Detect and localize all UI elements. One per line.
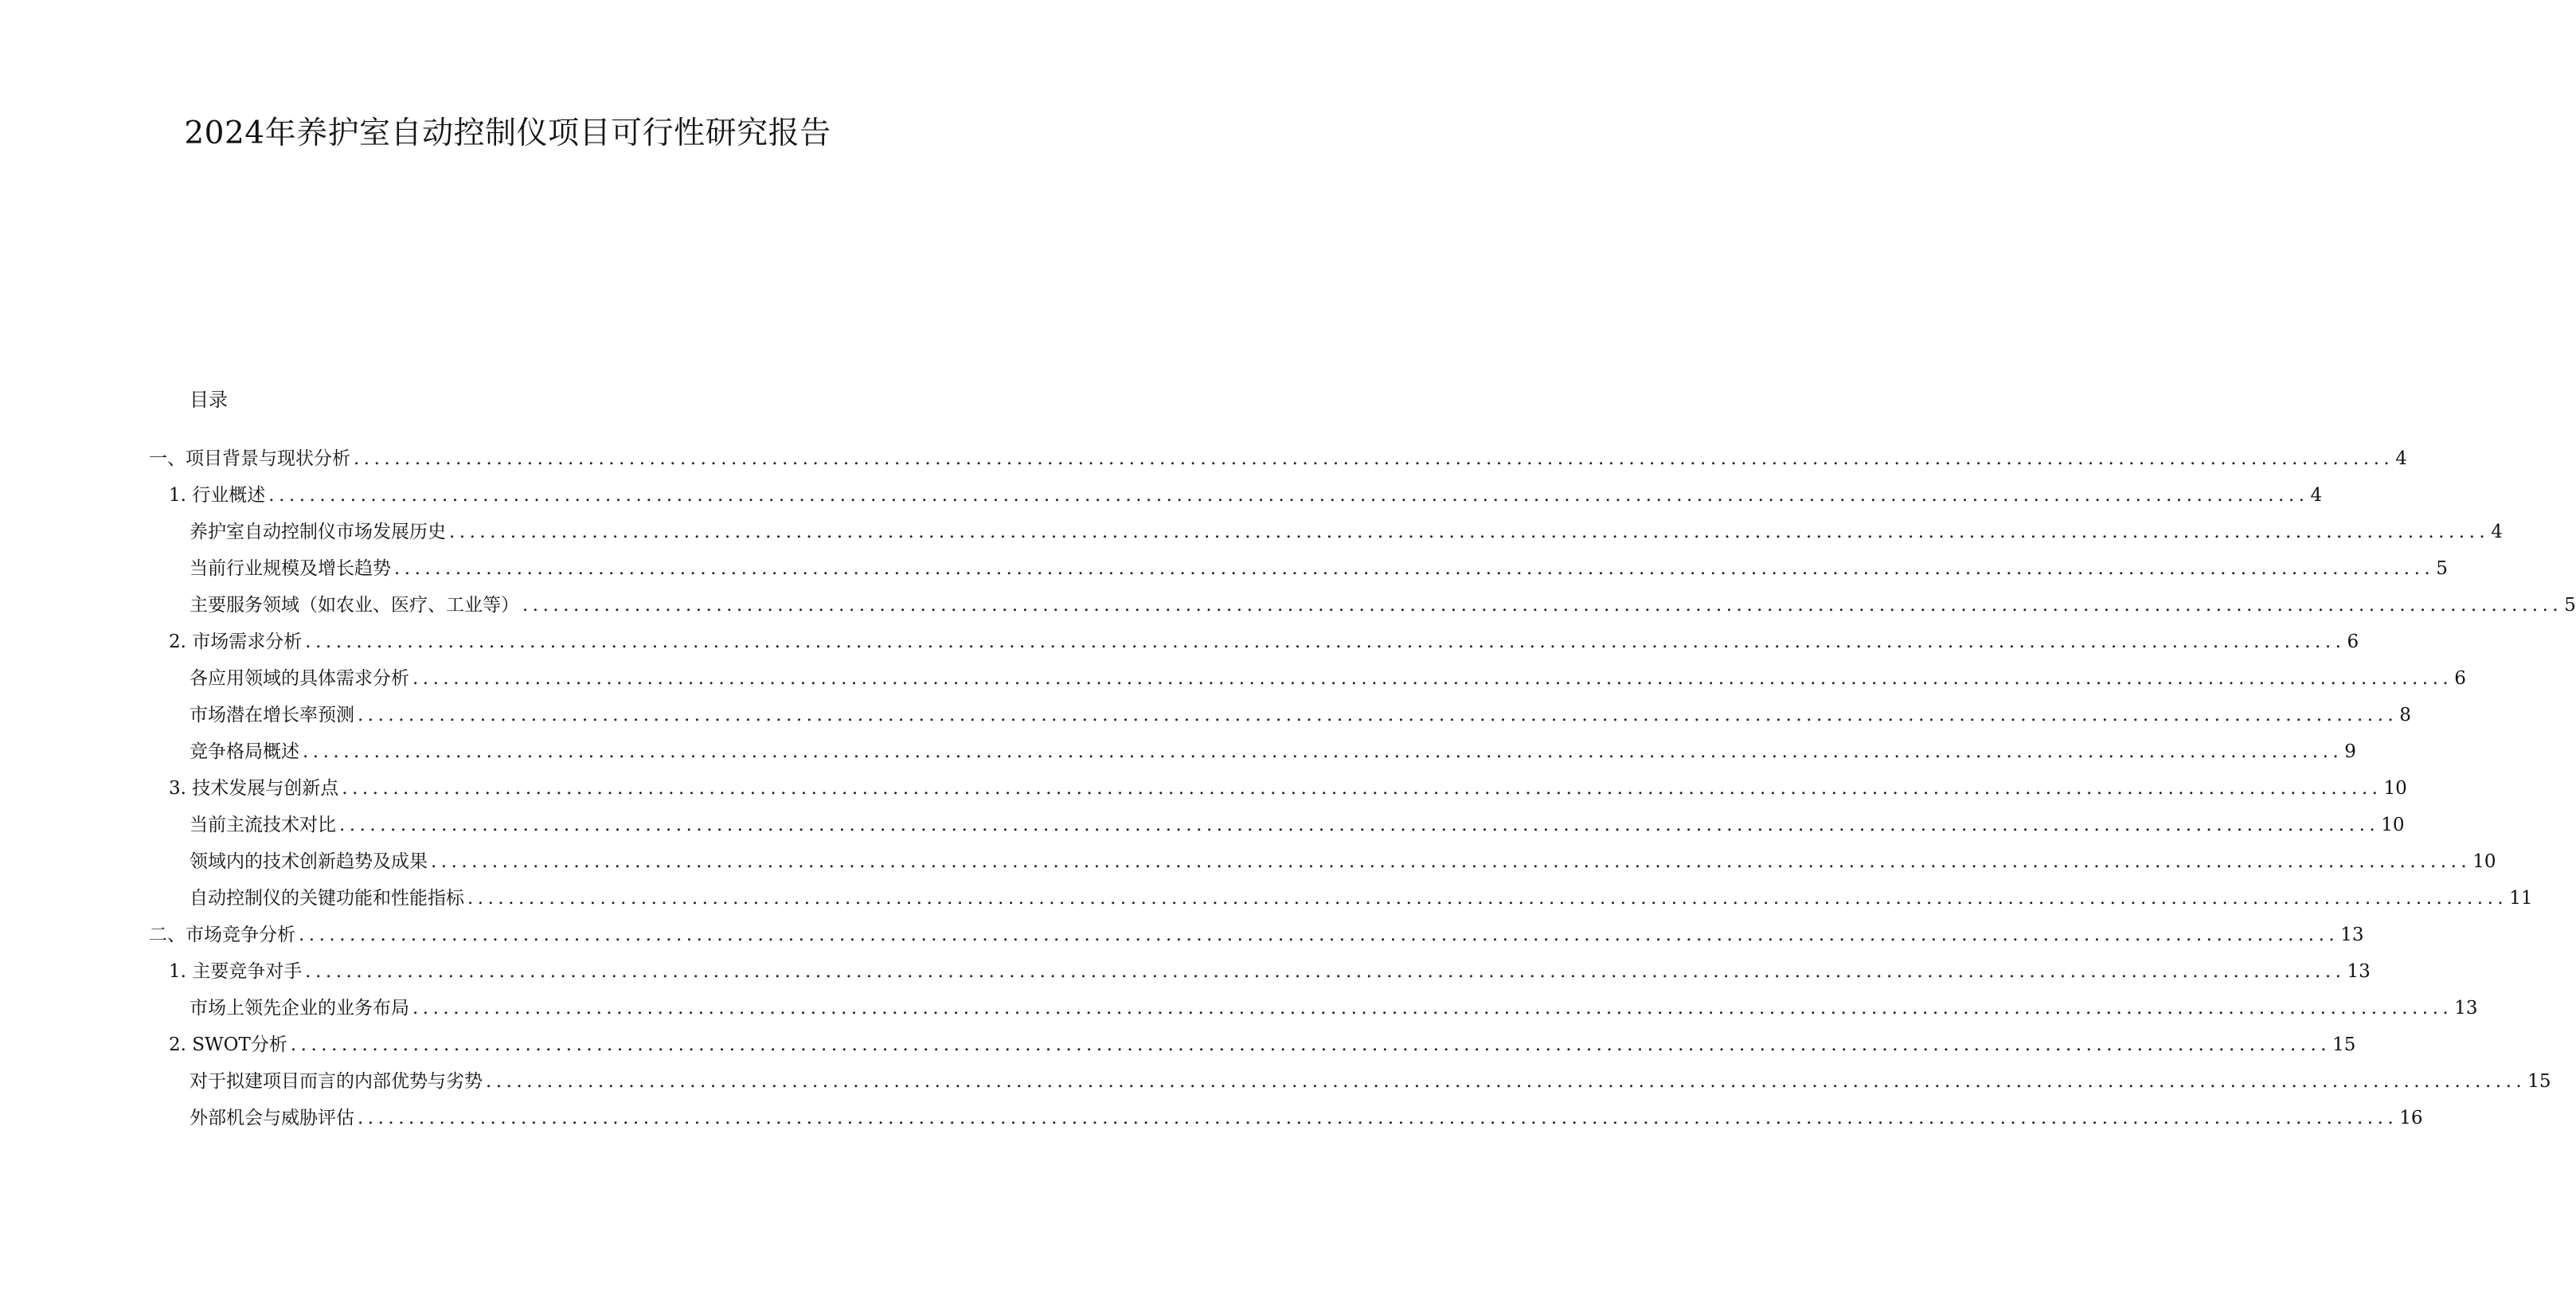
- toc-entry-page: 13: [2454, 998, 2478, 1019]
- toc-entry[interactable]: [169, 1031, 2356, 1058]
- toc-entry[interactable]: [190, 738, 2356, 765]
- toc-entry-label: 领域内的技术创新趋势及成果: [190, 851, 428, 872]
- toc-entry-page: 10: [2381, 815, 2405, 835]
- toc-entry[interactable]: [169, 628, 2359, 655]
- toc-leader-dots: ........................................................................................................................................................................................................: [394, 558, 2435, 579]
- toc-leader-dots: ........................................................................................................................................................................................................: [412, 668, 2453, 689]
- toc-leader-dots: ........................................................................................................................................................................................................: [467, 888, 2508, 909]
- toc-entry-label: 二、市场竞争分析: [149, 925, 295, 945]
- toc-entry-label: 1. 主要竞争对手: [169, 961, 303, 982]
- toc-entry-page: 5: [2564, 595, 2576, 616]
- toc-entry-page: 4: [2491, 522, 2503, 542]
- toc-entry-label: 一、项目背景与现状分析: [149, 448, 350, 469]
- toc-leader-dots: ........................................................................................................................................................................................................: [522, 595, 2563, 616]
- toc-entry-page: 9: [2344, 741, 2356, 762]
- toc-entry-label: 市场上领先企业的业务布局: [190, 998, 409, 1019]
- toc-entry[interactable]: [190, 1068, 2551, 1095]
- toc-entry-page: 6: [2454, 668, 2466, 689]
- toc-entry-label: 市场潜在增长率预测: [190, 705, 354, 725]
- toc-entry[interactable]: [190, 1105, 2423, 1132]
- toc-entry-label: 各应用领域的具体需求分析: [190, 668, 409, 689]
- toc-entry-page: 10: [2383, 778, 2407, 799]
- toc-entry-page: 11: [2509, 888, 2533, 909]
- toc-leader-dots: ........................................................................................................................................................................................................: [303, 741, 2343, 762]
- toc-entry[interactable]: [190, 885, 2533, 912]
- toc-entry[interactable]: [190, 555, 2448, 582]
- toc-entry[interactable]: [190, 848, 2496, 875]
- toc-heading: 目录: [190, 389, 228, 411]
- toc-entry[interactable]: [190, 592, 2576, 619]
- document-title: 2024年养护室自动控制仪项目可行性研究报告: [184, 115, 831, 151]
- toc-entry-label: 主要服务领域（如农业、医疗、工业等）: [190, 595, 519, 616]
- toc-entry-page: 15: [2527, 1071, 2551, 1092]
- toc-leader-dots: ........................................................................................................................................................................................................: [290, 1034, 2332, 1055]
- toc-entry-page: 13: [2340, 925, 2364, 945]
- toc-entry-page: 4: [2310, 485, 2323, 506]
- toc-entry-page: 5: [2436, 558, 2448, 579]
- toc-entry[interactable]: [190, 702, 2411, 729]
- toc-leader-dots: ........................................................................................................................................................................................................: [339, 815, 2380, 835]
- toc-leader-dots: ........................................................................................................................................................................................................: [431, 851, 2472, 872]
- toc-entry-label: 3. 技术发展与创新点: [169, 778, 339, 799]
- toc-leader-dots: ........................................................................................................................................................................................................: [449, 522, 2490, 542]
- toc-leader-dots: ........................................................................................................................................................................................................: [299, 925, 2340, 945]
- toc-leader-dots: ........................................................................................................................................................................................................: [305, 961, 2346, 982]
- toc-entry-label: 2. 市场需求分析: [169, 632, 303, 652]
- toc-entry-page: 8: [2399, 705, 2411, 725]
- toc-entry-label: 竞争格局概述: [190, 741, 299, 762]
- toc-leader-dots: ........................................................................................................................................................................................................: [358, 1108, 2398, 1128]
- toc-leader-dots: ........................................................................................................................................................................................................: [305, 632, 2346, 652]
- toc-entry[interactable]: [169, 958, 2371, 985]
- toc-entry-label: 当前行业规模及增长趋势: [190, 558, 391, 579]
- toc-leader-dots: ........................................................................................................................................................................................................: [486, 1071, 2527, 1092]
- toc-entry[interactable]: [169, 482, 2323, 509]
- toc-entry-page: 10: [2472, 851, 2496, 872]
- toc-entry[interactable]: [190, 811, 2405, 839]
- toc-leader-dots: ........................................................................................................................................................................................................: [354, 448, 2394, 469]
- toc-entry[interactable]: [169, 775, 2407, 802]
- toc-entry-label: 养护室自动控制仪市场发展历史: [190, 522, 446, 542]
- toc-entry[interactable]: [190, 518, 2503, 546]
- toc-entry-page: 6: [2347, 632, 2359, 652]
- toc-entry-page: 16: [2399, 1108, 2423, 1128]
- toc-entry-page: 4: [2395, 448, 2407, 469]
- toc-leader-dots: ........................................................................................................................................................................................................: [342, 778, 2383, 799]
- toc-leader-dots: ........................................................................................................................................................................................................: [268, 485, 2309, 506]
- toc-entry[interactable]: [149, 921, 2364, 948]
- toc-entry[interactable]: [190, 995, 2478, 1022]
- toc-entry-label: 1. 行业概述: [169, 485, 266, 506]
- toc-entry-label: 对于拟建项目而言的内部优势与劣势: [190, 1071, 483, 1092]
- toc-entry[interactable]: [190, 665, 2466, 692]
- toc-leader-dots: ........................................................................................................................................................................................................: [412, 998, 2453, 1019]
- toc-entry-label: 2. SWOT分析: [169, 1034, 287, 1055]
- toc-entry-page: 15: [2332, 1034, 2356, 1055]
- toc-entry-label: 外部机会与威胁评估: [190, 1108, 354, 1128]
- toc-entry-page: 13: [2347, 961, 2371, 982]
- toc-entry-label: 自动控制仪的关键功能和性能指标: [190, 888, 464, 909]
- toc-entry[interactable]: [149, 445, 2407, 472]
- toc-entry-label: 当前主流技术对比: [190, 815, 336, 835]
- toc-leader-dots: ........................................................................................................................................................................................................: [358, 705, 2398, 725]
